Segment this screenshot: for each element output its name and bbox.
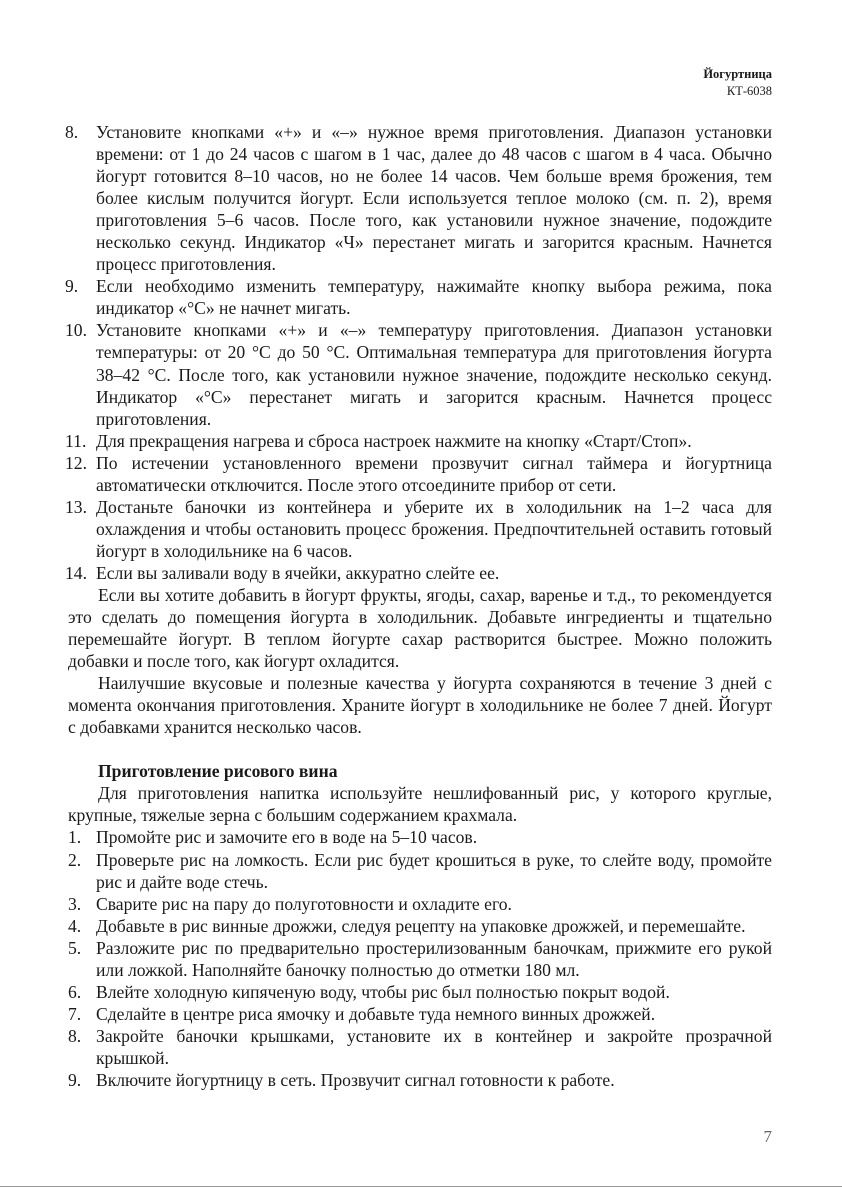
- step-text: Проверьте рис на ломкость. Если рис будет крошиться в руке, то слейте воду, промойте рис и дайте воде стечь.: [96, 849, 772, 892]
- step-text: Закройте баночки крышками, установите их в контейнер и закройте прозрачной крышкой.: [96, 1025, 772, 1068]
- instruction-list: [65, 121, 772, 584]
- step-number: 9.: [65, 276, 79, 297]
- step-text: Сделайте в центре риса ямочку и добавьте туда немного винных дрожжей.: [96, 1003, 656, 1024]
- list-item: [68, 981, 772, 1003]
- step-number: 7.: [68, 1003, 82, 1024]
- step-text: Если вы заливали воду в ячейки, аккуратно слейте ее.: [96, 562, 500, 583]
- step-number: 6.: [68, 981, 82, 1002]
- step-text: Сварите рис на пару до полуготовности и охладите его.: [96, 893, 512, 914]
- list-item: [68, 1025, 772, 1069]
- step-text: Промойте рис и замочите его в воде на 5–10 часов.: [96, 827, 478, 848]
- list-item: [68, 893, 772, 915]
- body-paragraph: Наилучшие вкусовые и полезные качества у йогурта сохраняются в течение 3 дней с момента окончания приготовления. Храните йогурт в холодильнике не более 7 дней. Йогурт с добавками хранится несколько часов.: [68, 673, 772, 738]
- step-text: Влейте холодную кипяченую воду, чтобы рис был полностью покрыт водой.: [96, 981, 670, 1002]
- step-number: 10.: [65, 320, 87, 341]
- list-item: [68, 826, 772, 848]
- step-text: Установите кнопками «+» и «–» нужное время приготовления. Диапазон установки времени: от 1 до 24 часов с шагом в 1 час, далее до 48 часов с шагом в 4 часа. Обычно йогурт готовится 8–10 часов, но не более 14 часов. Чем больше время брожения, тем более кислым получится йогурт. Если используется теплое молоко (см. п. 2), время приготовления 5–6 часов. После того, как установили нужное значение, подождите несколько секунд. Индикатор «Ч» перестанет мигать и загорится красным. Начнется процесс приготовления.: [96, 122, 772, 275]
- section-heading: Приготовление рисового вина: [98, 761, 338, 782]
- step-text: Разложите рис по предварительно простерилизованным баночкам, прижмите его рукой или ложкой. Наполняйте баночку полностью до отметки 180 мл.: [96, 937, 772, 980]
- step-number: 8.: [68, 1025, 82, 1046]
- step-text: Установите кнопками «+» и «–» температуру приготовления. Диапазон установки температуры: от 20 °C до 50 °C. Оптимальная температура для приготовления йогурта 38–42 °C. После того, как установили нужное значение, подождите несколько секунд. Индикатор «°C» перестанет мигать и загорится красным. Начнется процесс приготовления.: [96, 320, 772, 429]
- step-number: 8.: [65, 122, 79, 142]
- step-text: По истечении установленного времени прозвучит сигнал таймера и йогуртница автоматически отключится. После этого отсоедините прибор от сети.: [96, 452, 772, 495]
- list-item: [65, 121, 772, 275]
- step-number: 9.: [68, 1069, 82, 1090]
- list-item: [65, 275, 772, 319]
- list-item: [68, 1069, 772, 1091]
- list-item: [65, 562, 772, 584]
- list-item: [68, 937, 772, 981]
- step-number: 12.: [65, 452, 87, 473]
- list-item: [65, 430, 772, 452]
- list-item: [65, 496, 772, 562]
- step-number: 13.: [65, 496, 87, 517]
- step-number: 5.: [68, 937, 82, 958]
- step-number: 11.: [65, 430, 87, 451]
- step-text: Если необходимо изменить температуру, нажимайте кнопку выбора режима, пока индикатор «°C» не начнет мигать.: [96, 276, 772, 319]
- rice-wine-list: [68, 826, 772, 1091]
- step-text: Для прекращения нагрева и сброса настроек нажмите на кнопку «Старт/Стоп».: [96, 430, 692, 451]
- list-item: [68, 1003, 772, 1025]
- step-number: 2.: [68, 849, 82, 870]
- body-paragraph: Если вы хотите добавить в йогурт фрукты, ягоды, сахар, варенье и т.д., то рекомендуется это сделать до помещения йогурта в холодильник. Добавьте ингредиенты и тщательно перемешайте йогурт. В теплом йогурте сахар растворится быстрее. Можно положить добавки и после того, как йогурт охладится.: [68, 584, 772, 672]
- page-header: [703, 66, 772, 100]
- section-intro: Для приготовления напитка используйте нешлифованный рис, у которого круглые, крупные, тяжелые зерна с большим содержанием крахмала.: [68, 783, 772, 826]
- header-model: КТ-6038: [726, 84, 772, 98]
- page-bottom-divider: [0, 1186, 842, 1187]
- step-number: 14.: [65, 562, 87, 583]
- list-item: [65, 452, 772, 496]
- list-item: [65, 319, 772, 429]
- step-number: 1.: [68, 827, 82, 848]
- step-number: 3.: [68, 893, 82, 914]
- page-number: 7: [763, 1127, 772, 1146]
- step-text: Достаньте баночки из контейнера и уберите их в холодильник на 1–2 часа для охлаждения и чтобы остановить процесс брожения. Предпочтительней оставить готовый йогурт в холодильнике на 6 часов.: [96, 496, 772, 561]
- header-title: Йогуртница: [703, 67, 772, 81]
- list-item: [68, 849, 772, 893]
- document-body: [65, 121, 772, 1091]
- step-text: Добавьте в рис винные дрожжи, следуя рецепту на упаковке дрожжей, и перемешайте.: [96, 915, 746, 936]
- step-text: Включите йогуртницу в сеть. Прозвучит сигнал готовности к работе.: [96, 1069, 615, 1090]
- list-item: [68, 915, 772, 937]
- step-number: 4.: [68, 915, 82, 936]
